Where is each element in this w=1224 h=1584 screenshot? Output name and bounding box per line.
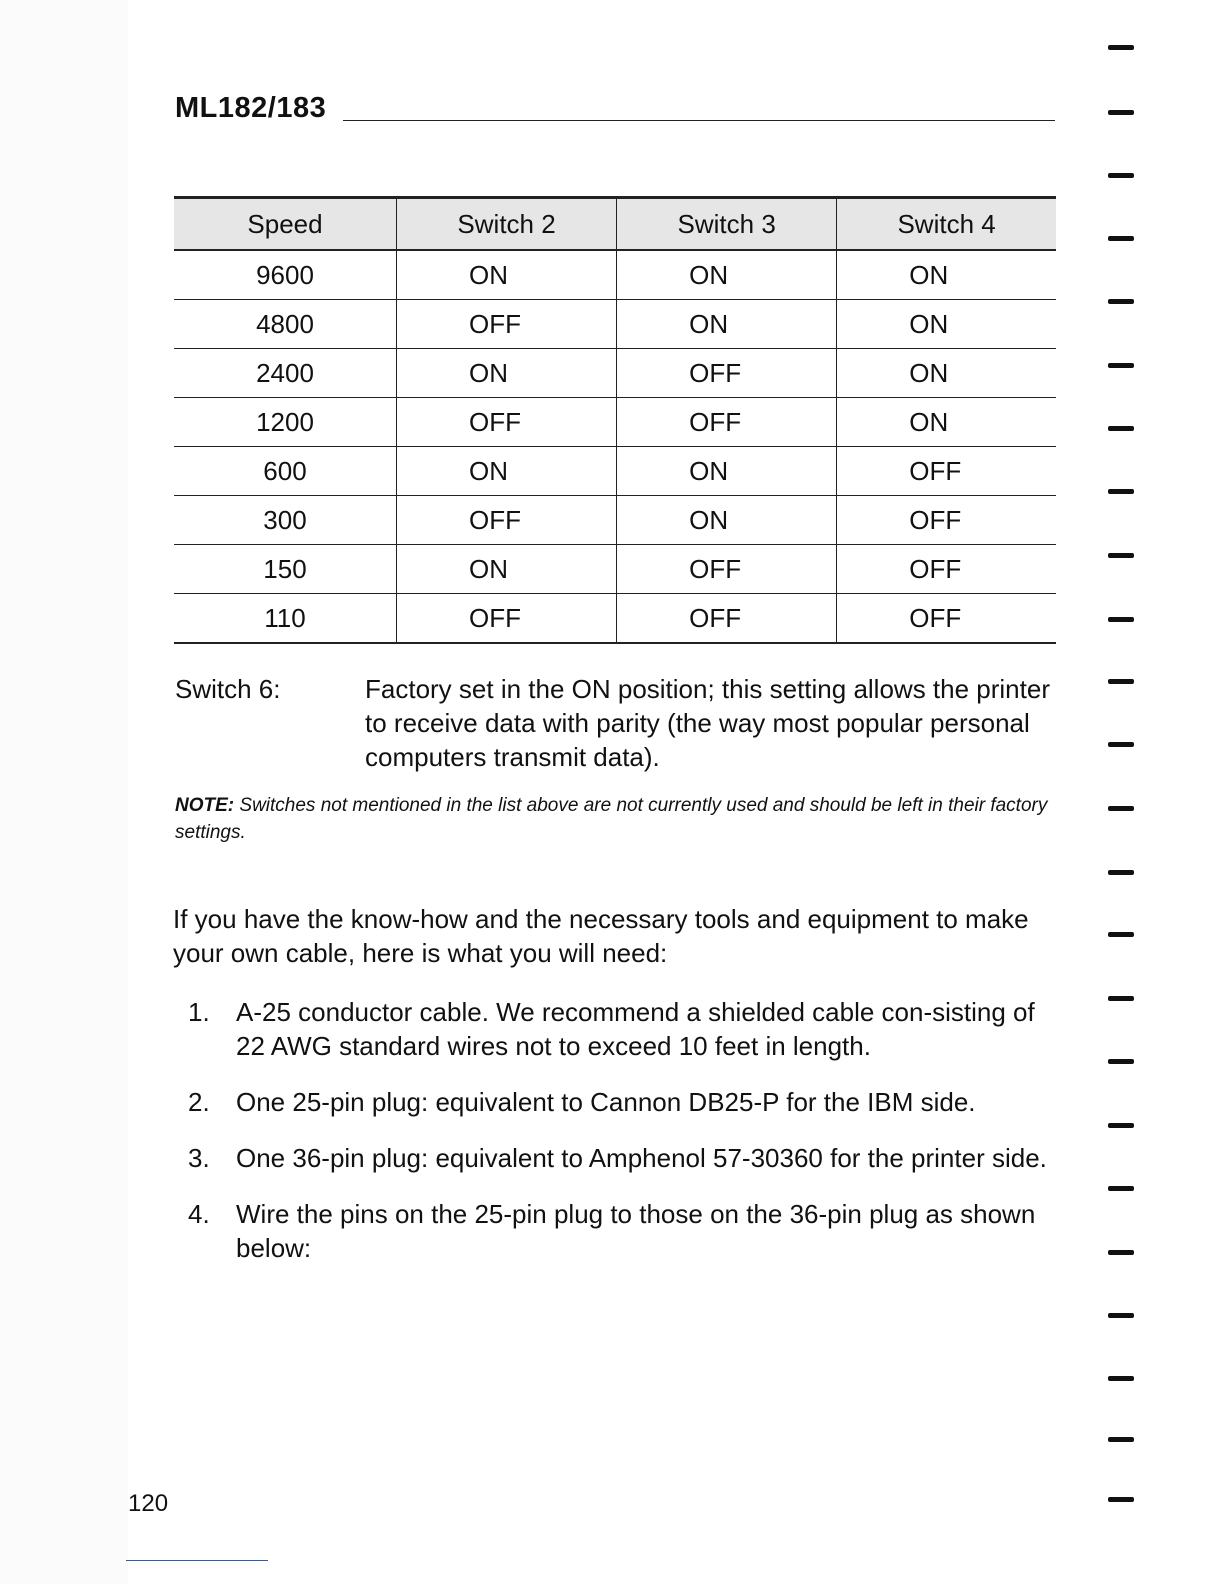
- table-cell: OFF: [397, 496, 617, 545]
- list-item: [188, 995, 1058, 1063]
- table-cell: ON: [617, 496, 837, 545]
- note-text: Switches not mentioned in the list above are not currently used and should be left in their factory settings.: [175, 795, 1048, 843]
- binding-tab-mark: [1108, 553, 1134, 558]
- binding-tab-mark: [1108, 1059, 1134, 1064]
- binding-tab-mark: [1108, 742, 1134, 747]
- page-title: ML182/183: [175, 92, 327, 124]
- note: [175, 792, 1055, 846]
- table-cell: ON: [397, 250, 617, 300]
- table-cell: 4800: [174, 300, 397, 349]
- binding-tab-mark: [1108, 1250, 1134, 1255]
- table-cell: 150: [174, 545, 397, 594]
- table-cell: ON: [617, 300, 837, 349]
- table-header-row: [174, 198, 1056, 251]
- baud-rate-table: [174, 196, 1056, 644]
- list-item: [188, 1141, 1058, 1175]
- table-cell: OFF: [837, 496, 1056, 545]
- table-cell: OFF: [617, 349, 837, 398]
- table-row: [174, 398, 1056, 447]
- table-cell: 300: [174, 496, 397, 545]
- table-cell: OFF: [617, 545, 837, 594]
- binding-tab-mark: [1108, 426, 1134, 431]
- list-item-text: One 36-pin plug: equivalent to Amphenol 57-30360 for the printer side.: [236, 1143, 1047, 1173]
- binding-tab-mark: [1108, 173, 1134, 178]
- table-cell: ON: [837, 300, 1056, 349]
- list-item-number: 2.: [188, 1087, 210, 1117]
- note-label: NOTE:: [175, 795, 235, 816]
- table-cell: OFF: [617, 398, 837, 447]
- table-cell: 2400: [174, 349, 397, 398]
- binding-tab-mark: [1108, 1186, 1134, 1191]
- table-cell: 1200: [174, 398, 397, 447]
- table-cell: ON: [397, 349, 617, 398]
- binding-tab-mark: [1108, 996, 1134, 1001]
- switch-6-text: Factory set in the ON position; this setting allows the printer to receive data with parity (the way most popular personal computers transmit data).: [365, 674, 1050, 772]
- table-row: [174, 250, 1056, 300]
- binding-tab-mark: [1108, 110, 1134, 115]
- switch-6-label: Switch 6:: [175, 674, 281, 704]
- binding-tab-mark: [1108, 932, 1134, 937]
- binding-tab-mark: [1108, 806, 1134, 811]
- table-cell: OFF: [397, 594, 617, 644]
- table-row: [174, 349, 1056, 398]
- table-row: [174, 447, 1056, 496]
- list-item: [188, 1085, 1058, 1119]
- binding-tab-mark: [1108, 299, 1134, 304]
- footer-rule: [126, 1560, 268, 1561]
- binding-tab-mark: [1108, 236, 1134, 241]
- table-cell: OFF: [837, 545, 1056, 594]
- binding-tab-mark: [1108, 489, 1134, 494]
- table-cell: ON: [397, 545, 617, 594]
- table-cell: ON: [837, 250, 1056, 300]
- intro-paragraph: If you have the know-how and the necessary tools and equipment to make your own cable, here is what you will need:: [173, 904, 1029, 968]
- table-cell: ON: [617, 447, 837, 496]
- table-cell: OFF: [837, 447, 1056, 496]
- list-item: [188, 1197, 1058, 1265]
- binding-tab-mark: [1108, 617, 1134, 622]
- list-item-number: 4.: [188, 1199, 210, 1229]
- page-header: [175, 92, 1055, 132]
- header-rule: [343, 120, 1055, 121]
- page-margin: [0, 0, 128, 1584]
- binding-tab-mark: [1108, 45, 1134, 50]
- binding-tab-mark: [1108, 1376, 1134, 1381]
- table-cell: ON: [397, 447, 617, 496]
- list-item-text: A-25 conductor cable. We recommend a shielded cable con-sisting of 22 AWG standard wires not to exceed 10 feet in length.: [236, 997, 1035, 1061]
- column-header-switch-3: Switch 3: [617, 198, 837, 251]
- binding-tab-mark: [1108, 363, 1134, 368]
- table-cell: OFF: [397, 300, 617, 349]
- binding-tab-mark: [1108, 870, 1134, 875]
- list-item-text: Wire the pins on the 25-pin plug to those on the 36-pin plug as shown below:: [236, 1199, 1036, 1263]
- list-item-number: 1.: [188, 997, 210, 1027]
- binding-tab-mark: [1108, 1497, 1134, 1502]
- table-cell: ON: [837, 349, 1056, 398]
- column-header-speed: Speed: [174, 198, 397, 251]
- binding-tab-mark: [1108, 1313, 1134, 1318]
- table-cell: 600: [174, 447, 397, 496]
- table-cell: ON: [617, 250, 837, 300]
- binding-tab-mark: [1108, 1123, 1134, 1128]
- table-row: [174, 594, 1056, 644]
- table-row: [174, 496, 1056, 545]
- binding-tab-mark: [1108, 1437, 1134, 1442]
- table-cell: ON: [837, 398, 1056, 447]
- table-row: [174, 545, 1056, 594]
- table-cell: OFF: [837, 594, 1056, 644]
- binding-tab-mark: [1108, 679, 1134, 684]
- column-header-switch-4: Switch 4: [837, 198, 1056, 251]
- table-cell: 110: [174, 594, 397, 644]
- page-number: 120: [128, 1490, 169, 1517]
- table-cell: 9600: [174, 250, 397, 300]
- list-item-text: One 25-pin plug: equivalent to Cannon DB25-P for the IBM side.: [236, 1087, 976, 1117]
- table-cell: OFF: [617, 594, 837, 644]
- column-header-switch-2: Switch 2: [397, 198, 617, 251]
- table-row: [174, 300, 1056, 349]
- table-cell: OFF: [397, 398, 617, 447]
- list-item-number: 3.: [188, 1143, 210, 1173]
- requirements-list: [188, 995, 1058, 1287]
